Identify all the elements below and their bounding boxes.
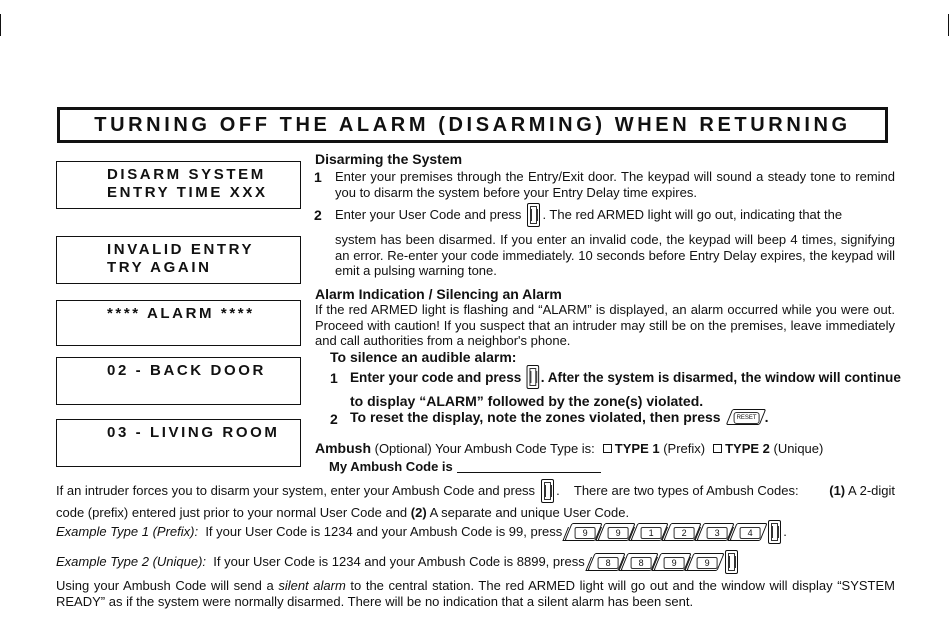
ambush-intro-line	[56, 479, 895, 503]
digit-key-label: 3	[707, 527, 728, 539]
digit-key-label: 8	[597, 557, 618, 569]
ambush-option-2-number: (2)	[410, 505, 427, 520]
ambush-footer-text	[56, 578, 895, 609]
digit-key-label: 1	[641, 527, 662, 539]
lcd-line-1: INVALID ENTRY	[107, 241, 255, 258]
ambush-option-1-number: (1)	[829, 483, 846, 498]
lcd-display-back-door	[56, 357, 301, 405]
disarm-step-2-continued: system has been disarmed. If you enter an invalid code, the keypad will beep 4 times, signifying an error. Re-enter your code immediately. 10 seconds before Entry Delay expires, the keypad will emit a pulsing warning tone.	[335, 232, 895, 278]
example-1-text: If your User Code is 1234 and your Ambush Code is 99, press	[198, 524, 563, 539]
silence-step-1-text-b: . After the system is disarmed, the window will continue	[540, 369, 901, 385]
ambush-type-2: TYPE 2	[725, 441, 770, 456]
silence-step-2-text-b: .	[764, 409, 769, 425]
digit-key-label: 2	[674, 527, 695, 539]
lcd-line-1: 03 - LIVING ROOM	[107, 424, 280, 441]
enter-key-icon	[526, 365, 539, 389]
silence-step-1-line	[350, 365, 901, 389]
lcd-display-living-room	[56, 419, 301, 467]
lcd-display-invalid	[56, 236, 301, 284]
silence-step-2-line	[350, 409, 768, 425]
lcd-line-2: TRY AGAIN	[107, 259, 212, 276]
ambush-intro-line-2	[56, 505, 629, 521]
ambush-intro-text-c: code (prefix) entered just prior to your normal User Code and	[56, 505, 408, 520]
ambush-heading: Ambush	[315, 440, 371, 456]
ambush-type-1-note: (Prefix)	[659, 441, 706, 456]
footer-silent-alarm: silent alarm	[278, 578, 346, 593]
reset-key-icon	[725, 409, 765, 425]
disarm-step-1-text: Enter your premises through the Entry/Exit door. The keypad will sound a steady tone to remind you to disarm the system before your Entry Delay time expires.	[335, 169, 895, 200]
ambush-example-1	[56, 520, 787, 544]
step-number: 1	[314, 169, 322, 185]
digit-key-label: 4	[740, 527, 761, 539]
step-number: 2	[314, 207, 322, 223]
ambush-intro-text-a: If an intruder forces you to disarm your system, enter your Ambush Code and press	[56, 483, 536, 498]
ambush-type-line	[315, 440, 823, 457]
checkbox-icon[interactable]	[713, 444, 722, 453]
digit-key-label: 9	[608, 527, 629, 539]
silence-step-1-continued: to display “ALARM” followed by the zone(s) violated.	[350, 393, 704, 409]
ambush-example-2	[56, 550, 738, 574]
digit-key-label: 9	[663, 557, 684, 569]
digit-key-label: 8	[630, 557, 651, 569]
digit-key-label: 9	[575, 527, 596, 539]
ambush-type-2-note: (Unique)	[769, 441, 824, 456]
step-number: 2	[330, 411, 338, 427]
reset-key-label: RESET	[733, 412, 759, 424]
lcd-line-1: DISARM SYSTEM	[107, 166, 266, 183]
ambush-optional-text: (Optional) Your Ambush Code Type is:	[371, 441, 595, 456]
example-2-text: If your User Code is 1234 and your Ambush Code is 8899, press	[206, 554, 585, 569]
silence-step-2-text-a: To reset the display, note the zones violated, then press	[350, 409, 721, 425]
lcd-line-1: 02 - BACK DOOR	[107, 362, 266, 379]
disarm-step-2-line	[335, 203, 895, 227]
enter-key-icon	[527, 203, 540, 227]
disarm-step-2-text-b: . The red ARMED light will go out, indicating that the	[542, 207, 843, 222]
lcd-display-alarm	[56, 300, 301, 346]
alarm-indication-text: If the red ARMED light is flashing and “ALARM” is displayed, an alarm occurred while you were out. Proceed with caution! If you suspect that an intruder may still be on the premises, leave immediately and call authorities from a neighbor's phone.	[315, 302, 895, 348]
silence-step-1-text-a: Enter your code and press	[350, 369, 522, 385]
enter-key-icon	[541, 479, 554, 503]
ambush-code-label: My Ambush Code is	[329, 459, 453, 474]
footer-text-a: Using your Ambush Code will send a	[56, 578, 274, 593]
example-1-label: Example Type 1 (Prefix):	[56, 524, 199, 539]
lcd-line-1: **** ALARM ****	[107, 305, 255, 322]
enter-key-icon	[725, 550, 738, 574]
ambush-type-1: TYPE 1	[614, 441, 660, 456]
digit-key-icon	[730, 523, 768, 541]
lcd-display-disarm	[56, 161, 301, 209]
example-2-label: Example Type 2 (Unique):	[56, 554, 207, 569]
ambush-option-2-text: A separate and unique User Code.	[426, 505, 630, 520]
digit-key-label: 9	[696, 557, 717, 569]
step-number: 1	[330, 370, 338, 386]
lcd-line-2: ENTRY TIME XXX	[107, 184, 268, 201]
ambush-option-1-text: A 2-digit	[845, 483, 895, 498]
enter-key-icon	[768, 520, 781, 544]
footer-text-b: to the central station. The red ARMED light will go out and the window will display “SYSTEM READY” as if the system were normally disarmed. There will be no indication that a silent alarm has been sent.	[56, 578, 895, 609]
example-1-end: .	[783, 524, 787, 539]
ambush-intro-text-b: . There are two types of Ambush Codes:	[556, 483, 799, 498]
page-edge-right	[948, 14, 949, 36]
page-edge-left	[0, 14, 1, 36]
checkbox-icon[interactable]	[603, 444, 612, 453]
disarming-heading: Disarming the System	[315, 151, 463, 167]
section-title: TURNING OFF THE ALARM (DISARMING) WHEN RETURNING	[57, 107, 888, 143]
disarm-step-2-text-a: Enter your User Code and press	[335, 207, 522, 222]
alarm-indication-heading: Alarm Indication / Silencing an Alarm	[315, 286, 562, 302]
ambush-code-blank[interactable]	[457, 460, 601, 473]
digit-key-icon	[686, 553, 724, 571]
ambush-code-line	[329, 459, 601, 475]
silence-alarm-heading: To silence an audible alarm:	[330, 349, 517, 365]
